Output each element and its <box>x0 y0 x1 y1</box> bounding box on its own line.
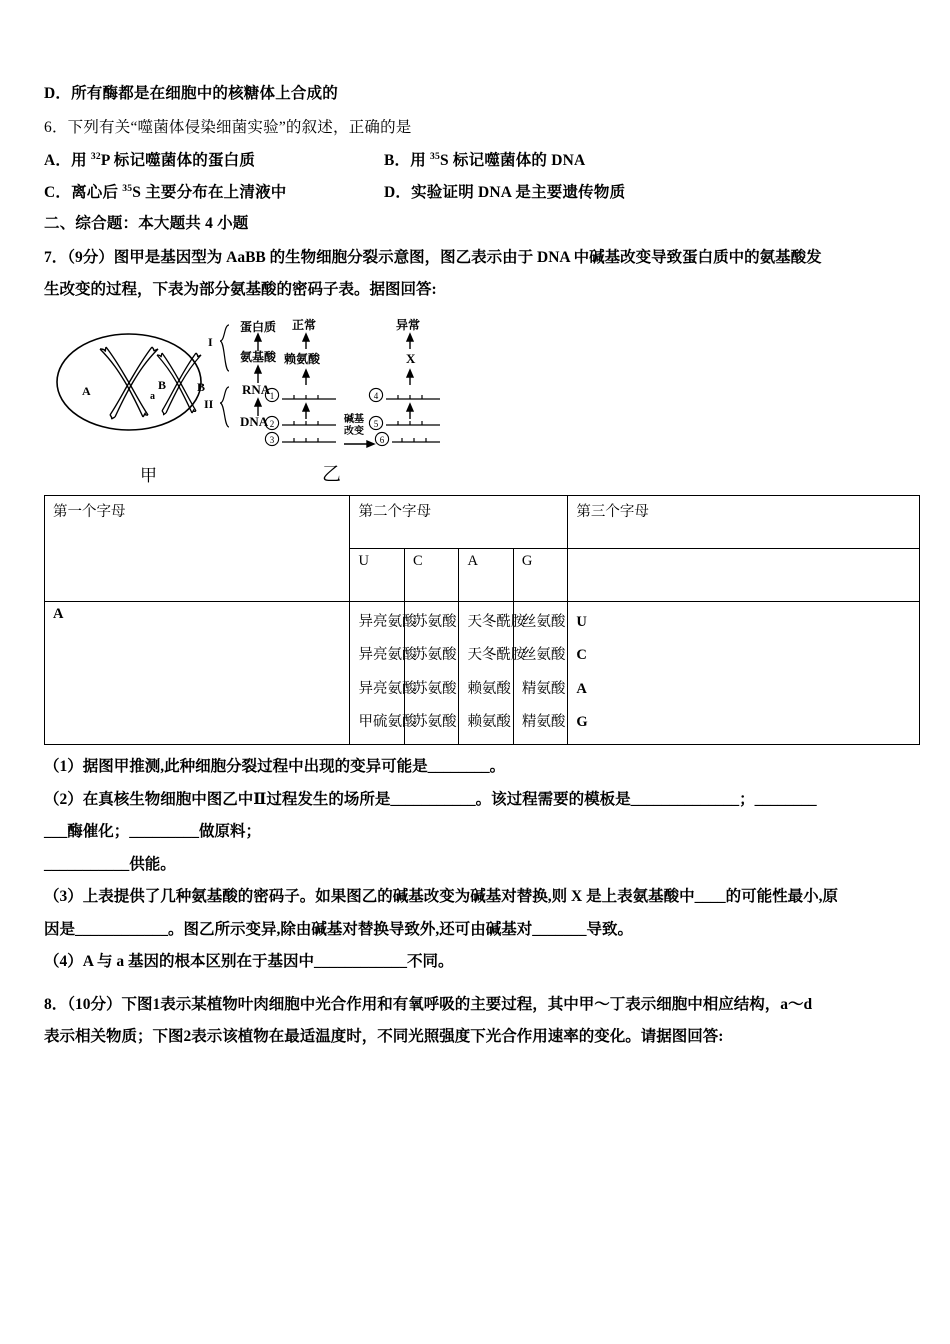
third-3: A <box>576 680 587 697</box>
question-7-line-2: 生改变的过程，下表为部分氨基酸的密码子表。据图回答: <box>44 281 437 298</box>
chain-dna-label: DNA <box>240 413 269 429</box>
normal-title-label: 正常 <box>292 317 317 332</box>
normal-arrows-icon <box>303 334 309 419</box>
svg-text:1: 1 <box>269 390 275 401</box>
svg-text:4: 4 <box>373 390 379 401</box>
question-7-sub-2-line-3: ___________供能。 <box>44 855 176 873</box>
question-8-line-1: 8．（10分）下图1表示某植物叶肉细胞中光合作用和有氧呼吸的主要过程，其中甲～丁表示细胞中相应结构，a～d <box>44 995 813 1013</box>
header-second-U: U <box>350 548 404 601</box>
aa-G-1: 丝氨酸 <box>521 613 566 630</box>
header-first-letter: 第一个字母 <box>45 495 350 601</box>
third-4: G <box>576 714 588 731</box>
aa-U-4: 甲硫氨酸 <box>358 714 417 731</box>
question-7-sub-2-line-1: （2）在真核生物细胞中图乙中Ⅱ过程发生的场所是___________。该过程需要的模板是______________；________ <box>44 790 817 808</box>
option-b-pre: 用 <box>410 152 431 169</box>
third-1: U <box>576 613 587 630</box>
bracket-II-icon <box>220 387 229 427</box>
figure-caption-yi: 乙 <box>322 463 342 485</box>
chain-amino-label: 氨基酸 <box>240 349 277 364</box>
abnormal-amino-label: X <box>406 350 416 366</box>
option-a-pre: 用 <box>71 152 91 169</box>
header-second-C: C <box>404 548 458 601</box>
chromosome-label-B1: B <box>158 377 167 392</box>
aa-C-3: 苏氨酸 <box>412 680 457 697</box>
header-second-G: G <box>513 548 567 601</box>
third-2: C <box>576 647 587 664</box>
aa-C-2: 苏氨酸 <box>412 647 457 664</box>
cell-column-G <box>513 601 567 745</box>
option-c <box>44 182 384 201</box>
aa-C-4: 苏氨酸 <box>412 714 457 731</box>
figure-svg <box>44 315 464 465</box>
header-second-letter: 第二个字母 <box>350 495 568 548</box>
table-row-header-1 <box>45 495 920 548</box>
chromosome-label-B2: B <box>197 379 206 394</box>
normal-amino-label: 赖氨酸 <box>284 351 321 366</box>
option-c-label: C． <box>44 183 72 201</box>
figure-caption-jia: 甲 <box>140 465 157 485</box>
aa-C-1: 苏氨酸 <box>412 613 457 630</box>
header-third-empty <box>568 548 920 601</box>
section-2-title: 二、综合题：本大题共 4 小题 <box>44 215 249 232</box>
question-6-options-row-1 <box>44 150 920 169</box>
option-b <box>384 150 586 169</box>
abnormal-strand-lines-icon <box>386 395 440 442</box>
table-row-A <box>45 601 920 745</box>
previous-option-d: D．所有酶都是在细胞中的核糖体上合成的 <box>44 85 338 102</box>
option-c-pre: 离心后 <box>71 183 123 201</box>
option-c-superscript: 35 <box>122 182 133 194</box>
base-change-label-line2: 改变 <box>344 425 364 437</box>
base-change-label-line1: 碱基 <box>344 413 364 425</box>
circled-number-5-icon <box>369 416 382 429</box>
figure-jia-yi <box>44 315 920 487</box>
codon-table <box>44 495 920 746</box>
option-c-post: S 主要分布在上清液中 <box>132 183 287 201</box>
normal-strand-lines-icon <box>282 395 336 442</box>
aa-G-4: 精氨酸 <box>521 714 566 731</box>
aa-A-1: 天冬酰胺 <box>467 613 526 630</box>
chain-rna-label: RNA <box>242 381 271 397</box>
option-b-superscript: 35 <box>430 150 441 162</box>
question-7-line-1: 7．（9分）图甲是基因型为 AaBB 的生物细胞分裂示意图，图乙表示由于 DNA 中碱基改变导致蛋白质中的氨基酸发 <box>44 248 822 266</box>
option-a <box>44 150 384 169</box>
question-6-options-row-2 <box>44 182 920 201</box>
aa-U-1: 异亮氨酸 <box>358 613 417 630</box>
header-third-letter: 第三个字母 <box>568 495 920 548</box>
circled-number-6-icon <box>375 432 388 445</box>
circled-number-3-icon <box>265 432 278 445</box>
cell-column-U <box>350 601 417 745</box>
aa-A-4: 赖氨酸 <box>467 714 511 731</box>
option-a-superscript: 32 <box>90 150 101 162</box>
bracket-I-icon <box>220 325 229 371</box>
aa-U-2: 异亮氨酸 <box>358 647 417 664</box>
question-7-sub-3-line-1: （3）上表提供了几种氨基酸的密码子。如果图乙的碱基改变为碱基对替换,则 X 是上表氨基酸中____的可能性最小,原 <box>44 888 838 905</box>
option-d <box>384 185 625 201</box>
cell-column-third-letter <box>568 601 920 745</box>
page-content <box>44 86 920 1062</box>
chromosome-label-A: A <box>82 383 91 398</box>
svg-text:3: 3 <box>269 434 275 445</box>
aa-G-3: 精氨酸 <box>521 680 566 697</box>
cell-first-letter-A: A <box>45 601 350 745</box>
bracket-I-label: I <box>208 334 213 349</box>
option-d-label: D． <box>384 183 412 201</box>
aa-U-3: 异亮氨酸 <box>358 680 417 697</box>
question-7-sub-2-line-2: ___酶催化；_________做原料； <box>44 823 262 840</box>
aa-A-2: 天冬酰胺 <box>467 647 526 664</box>
svg-text:6: 6 <box>379 434 385 445</box>
chromosome-1-icon <box>100 347 158 419</box>
option-b-label: B． <box>384 152 411 169</box>
bracket-II-label: II <box>204 396 214 411</box>
option-a-label: A． <box>44 152 72 169</box>
question-6-stem: 6．下列有关“噬菌体侵染细菌实验”的叙述，正确的是 <box>44 118 412 136</box>
svg-text:5: 5 <box>373 418 379 429</box>
question-8-line-2: 表示相关物质；下图2表示该植物在最适温度时，不同光照强度下光合作用速率的变化。请据图回答: <box>44 1028 724 1045</box>
question-7-sub-3-line-2: 因是____________。图乙所示变异,除由碱基对替换导致外,还可由碱基对_______导致。 <box>44 920 634 938</box>
circled-number-4-icon <box>369 388 382 401</box>
abnormal-title-label: 异常 <box>396 317 421 332</box>
chromosome-label-a: a <box>150 390 155 402</box>
option-d-text: 实验证明 DNA 是主要遗传物质 <box>411 183 626 201</box>
aa-A-3: 赖氨酸 <box>467 680 511 697</box>
svg-text:2: 2 <box>269 418 275 429</box>
option-a-post: P 标记噬菌体的蛋白质 <box>100 152 256 169</box>
option-b-post: S 标记噬菌体的 DNA <box>440 152 586 169</box>
base-change-arrow-icon <box>344 441 374 447</box>
header-second-A: A <box>459 548 513 601</box>
abnormal-arrows-icon <box>407 334 413 419</box>
aa-G-2: 丝氨酸 <box>521 647 566 664</box>
question-7-sub-4: （4）A 与 a 基因的根本区别在于基因中____________不同。 <box>44 953 454 970</box>
cell-column-A <box>459 601 526 745</box>
chain-protein-label: 蛋白质 <box>240 319 277 334</box>
question-7-sub-1: （1）据图甲推测,此种细胞分裂过程中出现的变异可能是________。 <box>44 758 506 775</box>
cell-column-C <box>404 601 458 745</box>
chain-arrows-icon <box>255 334 261 416</box>
